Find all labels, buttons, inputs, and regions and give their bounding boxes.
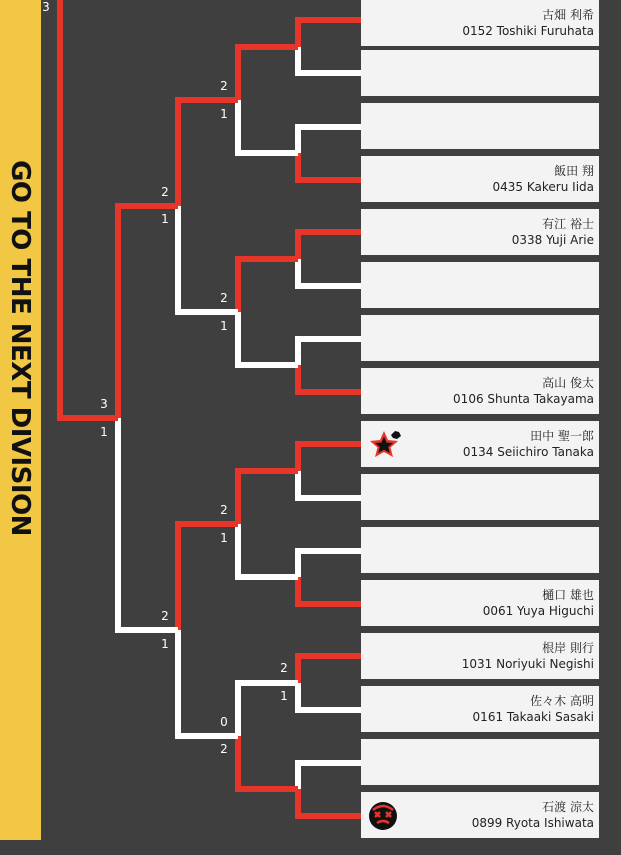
score-top: 3: [42, 0, 50, 14]
bracket-line-win: [238, 259, 298, 312]
score-r1m7-top: 2: [280, 661, 288, 675]
skull-badge-icon: [367, 800, 399, 832]
bracket-line-lose: [238, 683, 298, 736]
player-slot[interactable]: [361, 686, 599, 732]
bracket-line-lose: [118, 418, 178, 630]
bracket-line-win: [178, 100, 238, 206]
player-slot[interactable]: [361, 209, 599, 255]
player-id: 0106 Shunta Takayama: [453, 392, 594, 406]
score-semi2-top: 2: [161, 609, 169, 623]
bracket-line-win: [298, 789, 361, 816]
bracket-line-win: [298, 444, 361, 471]
score-qf3-top: 2: [220, 503, 228, 517]
player-slot[interactable]: [361, 474, 599, 520]
bracket-line-lose: [238, 100, 298, 153]
bracket-line-lose: [298, 339, 361, 365]
player-id: 0161 Takaaki Sasaki: [472, 710, 594, 724]
player-name: 石渡 涼太: [542, 800, 594, 814]
bracket-line-win: [298, 365, 361, 392]
score-qf1-top: 2: [220, 79, 228, 93]
score-qf4-top: 0: [220, 715, 228, 729]
player-slot[interactable]: [361, 633, 599, 679]
bracket-line-win: [60, 0, 118, 418]
bracket-line-win: [178, 524, 238, 630]
score-semi1-bottom: 1: [161, 212, 169, 226]
bracket-line-lose: [298, 551, 361, 577]
player-name: 古畑 利希: [542, 8, 594, 22]
player-name: 佐々木 高明: [530, 694, 594, 708]
bracket-line-win: [298, 656, 361, 683]
score-qf2-bottom: 1: [220, 319, 228, 333]
bracket-line-lose: [298, 763, 361, 789]
player-slot[interactable]: [361, 368, 599, 414]
score-r1m7-bottom: 1: [280, 689, 288, 703]
player-name: 高山 俊太: [542, 376, 594, 390]
player-slot[interactable]: [361, 156, 599, 202]
player-slot[interactable]: [361, 103, 599, 149]
player-slot[interactable]: [361, 262, 599, 308]
player-name: 樋口 雄也: [542, 588, 594, 602]
bracket-line-win: [118, 206, 178, 418]
player-slot[interactable]: [361, 527, 599, 573]
banner-text: GO TO THE NEXT DIVISION: [5, 160, 35, 536]
bracket-line-lose: [298, 471, 361, 498]
bracket-line-win: [298, 20, 361, 47]
score-qf4-bottom: 2: [220, 742, 228, 756]
score-final-bottom: 1: [100, 425, 108, 439]
bracket-line-win: [298, 232, 361, 259]
player-id: 0134 Seiichiro Tanaka: [462, 445, 594, 459]
player-id: 0338 Yuji Arie: [511, 233, 594, 247]
player-name: 飯田 翔: [554, 164, 594, 178]
bracket-line-lose: [298, 683, 361, 710]
bracket-line-win: [238, 47, 298, 100]
star-badge-icon: [367, 428, 407, 462]
bracket-line-win: [298, 577, 361, 604]
bracket-line-lose: [298, 259, 361, 286]
bracket-line-win: [238, 471, 298, 524]
player-name: 有江 裕士: [542, 217, 594, 231]
score-qf1-bottom: 1: [220, 107, 228, 121]
score-qf3-bottom: 1: [220, 531, 228, 545]
player-id: 1031 Noriyuki Negishi: [461, 657, 594, 671]
score-semi2-bottom: 1: [161, 637, 169, 651]
score-final-top: 3: [100, 397, 108, 411]
score-qf2-top: 2: [220, 291, 228, 305]
player-slot[interactable]: [361, 580, 599, 626]
player-id: 0899 Ryota Ishiwata: [471, 816, 594, 830]
bracket-line-lose: [238, 312, 298, 365]
player-slot[interactable]: [361, 50, 599, 96]
bracket-line-win: [238, 736, 298, 789]
player-name: 根岸 則行: [542, 641, 594, 655]
bracket-line-lose: [298, 127, 361, 153]
player-id: 0061 Yuya Higuchi: [482, 604, 594, 618]
bracket-line-lose: [178, 630, 238, 736]
bracket-line-lose: [178, 206, 238, 312]
player-slot[interactable]: [361, 315, 599, 361]
score-semi1-top: 2: [161, 185, 169, 199]
player-slot[interactable]: [361, 0, 599, 46]
bracket-line-win: [298, 153, 361, 180]
player-name: 田中 聖一郎: [530, 429, 594, 443]
bracket-line-lose: [238, 524, 298, 577]
player-id: 0152 Toshiki Furuhata: [462, 24, 594, 38]
bracket-line-lose: [298, 47, 361, 73]
player-id: 0435 Kakeru Iida: [492, 180, 594, 194]
player-slot[interactable]: [361, 739, 599, 785]
